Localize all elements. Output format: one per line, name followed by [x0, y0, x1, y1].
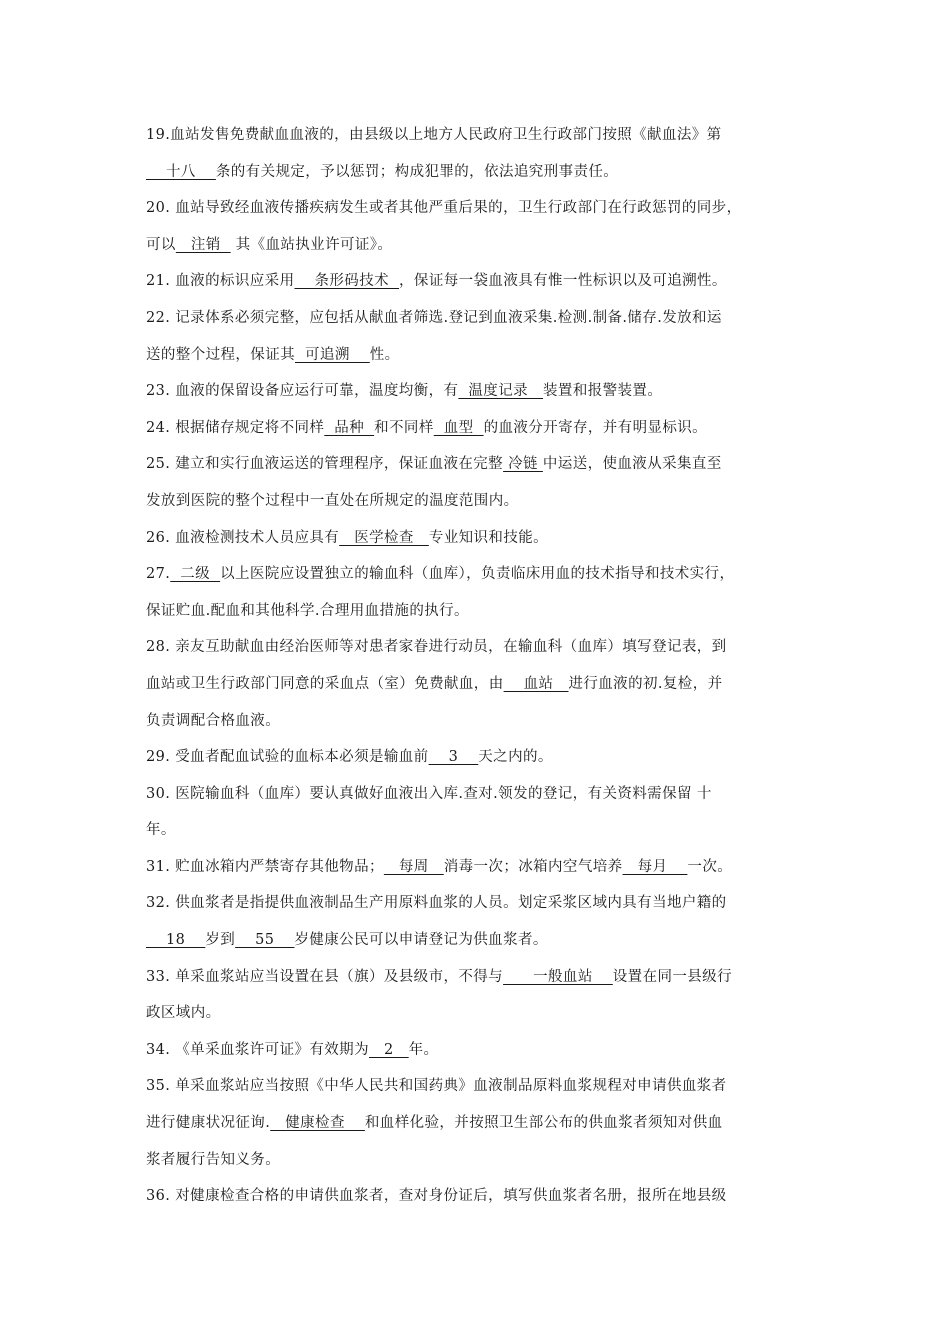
question-text: 23. 血液的保留设备应运行可靠，温度均衡，有 — [146, 383, 459, 400]
text-line — [146, 190, 810, 227]
fill-in-answer: 医学检查 — [339, 529, 429, 546]
question-text: 19.血站发售免费献血血液的，由县级以上地方人民政府卫生行政部门按照《献血法》第 — [146, 127, 722, 143]
question-text: 性。 — [369, 346, 400, 363]
fill-in-answer: 3 — [428, 749, 479, 766]
text-line — [146, 117, 810, 154]
text-line — [146, 629, 810, 666]
question-text: 可以 — [146, 236, 176, 253]
fill-in-answer: 十八 — [146, 163, 216, 180]
question-text: 负责调配合格血液。 — [146, 712, 281, 729]
question-text: 天之内的。 — [478, 749, 553, 766]
text-line — [146, 922, 810, 959]
question-text: 中运送，使血液从采集直至 — [542, 456, 722, 473]
text-line — [146, 885, 810, 922]
question-text: 政区域内。 — [146, 1005, 221, 1022]
question-text: 35. 单采血浆站应当按照《中华人民共和国药典》血液制品原料血浆规程对申请供血浆者 — [146, 1078, 727, 1095]
question-text: 血站或卫生行政部门同意的采血点（室）免费献血，由 — [146, 675, 504, 692]
text-line — [146, 1142, 810, 1179]
question-text: 36. 对健康检查合格的申请供血浆者，查对身份证后，填写供血浆者名册，报所在地县级 — [146, 1188, 727, 1205]
text-line — [146, 263, 810, 300]
fill-in-answer: 一般血站 — [503, 968, 613, 985]
question-text: 浆者履行告知义务。 — [146, 1151, 281, 1168]
text-line — [146, 593, 810, 630]
question-text: 消毒一次；冰箱内空气培养 — [443, 858, 623, 875]
question-text: 岁到 — [205, 932, 236, 949]
text-line — [146, 373, 810, 410]
question-text: 21. 血液的标识应采用 — [146, 273, 295, 290]
question-text: ，保证每一袋血液具有惟一性标识以及可追溯性。 — [399, 273, 727, 290]
fill-in-answer: 条形码技术 — [294, 273, 400, 290]
fill-in-answer: 55 — [235, 932, 295, 949]
fill-in-answer: 18 — [146, 932, 206, 949]
question-text: 26. 血液检测技术人员应具有 — [146, 529, 340, 546]
question-text: 送的整个过程，保证其 — [146, 346, 295, 363]
question-text: 和不同样 — [374, 419, 434, 436]
question-text: 装置和报警装置。 — [543, 383, 663, 400]
text-line — [146, 995, 810, 1032]
text-line — [146, 849, 810, 886]
text-line — [146, 227, 810, 264]
question-text: 22. 记录体系必须完整，应包括从献血者筛选.登记到血液采集.检测.制备.储存.发放和运 — [146, 309, 722, 326]
text-line — [146, 1178, 810, 1215]
document-body — [146, 117, 810, 1215]
question-text: 设置在同一县级行 — [612, 968, 732, 985]
text-line — [146, 1032, 810, 1069]
fill-in-answer: 可追溯 — [295, 346, 370, 363]
question-text: 以上医院应设置独立的输血科（血库），负责临床用血的技术指导和技术实行， — [220, 566, 735, 583]
question-text: 条的有关规定，予以惩罚；构成犯罪的，依法追究刑事责任。 — [215, 163, 619, 180]
question-text: 28. 亲友互助献血由经治医师等对患者家眷进行动员，在输血科（血库）填写登记表，到 — [146, 639, 727, 656]
text-line — [146, 300, 810, 337]
fill-in-answer: 2 — [368, 1041, 409, 1058]
text-line — [146, 959, 810, 996]
text-line — [146, 1105, 810, 1142]
question-text: 31. 贮血冰箱内严禁寄存其他物品； — [146, 858, 384, 875]
text-line — [146, 812, 810, 849]
question-text: 32. 供血浆者是指提供血液制品生产用原料血浆的人员。划定采浆区域内具有当地户籍的 — [146, 895, 727, 912]
text-line — [146, 739, 810, 776]
text-line — [146, 666, 810, 703]
text-line — [146, 520, 810, 557]
question-text: 进行血液的初.复检，并 — [568, 675, 723, 692]
question-text: 保证贮血.配血和其他科学.合理用血措施的执行。 — [146, 602, 469, 619]
text-line — [146, 776, 810, 813]
fill-in-answer: 健康检查 — [270, 1115, 365, 1132]
fill-in-answer: 冷链 — [503, 456, 543, 473]
question-text: 的血液分开寄存，并有明显标识。 — [483, 419, 708, 436]
text-line — [146, 154, 810, 191]
question-text: 27. — [146, 566, 171, 583]
question-text: 34. 《单采血浆许可证》有效期为 — [146, 1041, 369, 1058]
question-text: 24. 根据储存规定将不同样 — [146, 419, 325, 436]
text-line — [146, 337, 810, 374]
question-text: 和血样化验，并按照卫生部公布的供血浆者须知对供血 — [364, 1115, 723, 1132]
question-text: 29. 受血者配血试验的血标本必须是输血前 — [146, 749, 429, 766]
question-text: 专业知识和技能。 — [428, 529, 549, 546]
text-line — [146, 446, 810, 483]
fill-in-answer: 血型 — [433, 419, 484, 436]
question-text: 发放到医院的整个过程中一直处在所规定的温度范围内。 — [146, 492, 519, 509]
fill-in-answer: 温度记录 — [458, 383, 544, 400]
fill-in-answer: 每周 — [383, 858, 444, 875]
fill-in-answer: 每月 — [622, 858, 688, 875]
text-line — [146, 703, 810, 740]
question-text: 年。 — [408, 1041, 439, 1058]
question-text: 年。 — [146, 822, 176, 839]
question-text: 一次。 — [687, 858, 733, 875]
fill-in-answer: 注销 — [175, 236, 231, 253]
fill-in-answer: 二级 — [170, 566, 221, 583]
question-text: 30. 医院输血科（血库）要认真做好血液出入库.查对.领发的登记，有关资料需保留 十 — [146, 785, 712, 802]
fill-in-answer: 血站 — [503, 675, 569, 692]
fill-in-answer: 品种 — [324, 419, 375, 436]
text-line — [146, 1068, 810, 1105]
question-text: 岁健康公民可以申请登记为供血浆者。 — [294, 932, 548, 949]
text-line — [146, 556, 810, 593]
question-text: 33. 单采血浆站应当设置在县（旗）及县级市，不得与 — [146, 968, 504, 985]
question-text: 20. 血站导致经血液传播疾病发生或者其他严重后果的，卫生行政部门在行政惩罚的同步， — [146, 200, 742, 217]
question-text: 进行健康状况征询. — [146, 1115, 271, 1132]
question-text: 25. 建立和实行血液运送的管理程序，保证血液在完整 — [146, 456, 504, 473]
text-line — [146, 483, 810, 520]
text-line — [146, 410, 810, 447]
question-text: 其《血站执业许可证》。 — [230, 236, 393, 253]
